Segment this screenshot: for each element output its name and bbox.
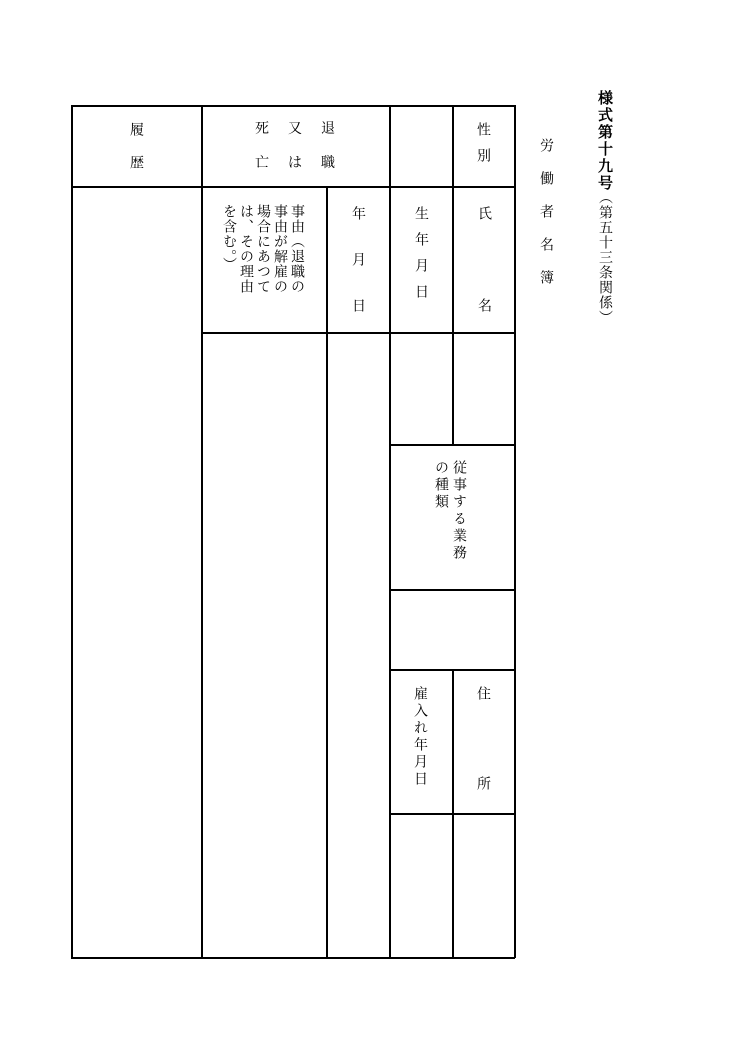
- reason-header-line1: 事由（退職の: [289, 204, 305, 294]
- divider-death-right: [389, 105, 391, 958]
- hire-date-header: 雇入れ年月日: [412, 686, 428, 788]
- divider-history: [201, 105, 203, 958]
- form-title: 労働者名簿: [538, 138, 554, 303]
- divider-reason: [326, 186, 328, 958]
- row-job-header-bottom: [389, 589, 515, 591]
- row-job-top: [389, 444, 515, 446]
- reason-header-line4: は、その理由: [238, 204, 254, 294]
- death-retirement-row-b: [255, 152, 354, 172]
- death-retirement-header-b-text: 亡は職: [255, 155, 354, 171]
- reason-header-line3: 場合にあつて: [255, 204, 271, 294]
- job-type-header-line1: 従事する業務: [451, 460, 467, 562]
- reason-header-line2: 事由が解雇の: [272, 204, 288, 294]
- divider-gender: [452, 105, 454, 445]
- row-address-top: [389, 669, 515, 671]
- gender-header: 性別: [475, 122, 491, 174]
- death-retirement-header-a: 死又退: [255, 121, 354, 137]
- address-header: 住所: [475, 686, 491, 866]
- birthdate-header: 生年月日: [413, 206, 429, 310]
- frame-left: [71, 105, 73, 958]
- reason-header-line5: を含む。）: [221, 204, 237, 272]
- frame-top: [71, 105, 515, 107]
- frame-right: [514, 105, 516, 958]
- name-header: 氏名: [476, 206, 492, 390]
- row-address-header-bottom: [389, 813, 515, 815]
- frame-bottom: [71, 957, 515, 959]
- history-header: 履歴: [128, 122, 144, 188]
- retirement-date-header: 年月日: [350, 206, 366, 344]
- form-number: 様式第十九号: [596, 90, 614, 192]
- job-type-header-line2: の種類: [433, 460, 449, 511]
- form-reference: （第五十三条関係）: [597, 190, 613, 325]
